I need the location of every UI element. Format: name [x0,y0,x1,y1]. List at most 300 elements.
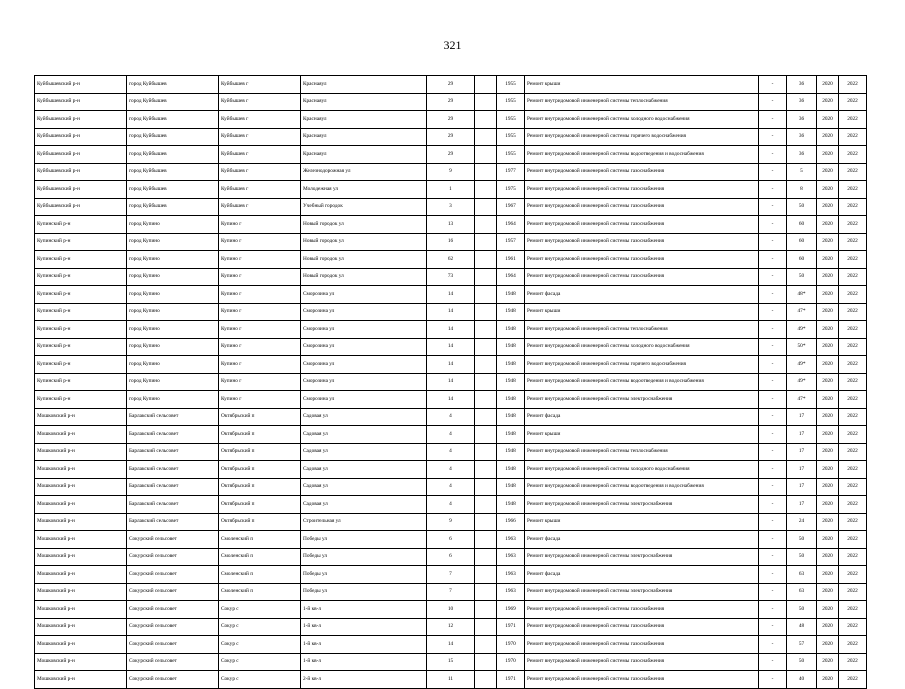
cell-dash: - [759,76,787,94]
cell-municipality: город Купино [127,391,219,409]
cell-district: Куйбышевский р-н [35,146,127,164]
cell-house-number: 4 [427,426,475,444]
cell-term: 24 [787,513,817,531]
cell-term: 50 [787,653,817,671]
cell-work-type: Ремонт внутридомовой инженерной системы газоснабжения [525,653,759,671]
cell-building [475,146,497,164]
cell-end-year: 2022 [839,373,867,391]
cell-work-type: Ремонт внутридомовой инженерной системы холодного водоснабжения [525,338,759,356]
cell-street: Краснаяул [301,111,427,129]
cell-end-year: 2022 [839,671,867,689]
table-row [35,216,867,234]
cell-house-number: 12 [427,618,475,636]
cell-year: 1948 [497,373,525,391]
cell-year: 1963 [497,531,525,549]
cell-year: 1971 [497,671,525,689]
cell-term: 36 [787,111,817,129]
cell-work-type: Ремонт внутридомовой инженерной системы электроснабжения [525,548,759,566]
cell-settlement: Смоленский п [219,531,301,549]
cell-year: 1948 [497,478,525,496]
cell-building [475,601,497,619]
cell-start-year: 2020 [817,181,839,199]
cell-dash: - [759,251,787,269]
cell-municipality: город Купино [127,356,219,374]
cell-municipality: Барлакский сельсовет [127,496,219,514]
cell-end-year: 2022 [839,426,867,444]
cell-municipality: город Куйбышев [127,93,219,111]
cell-street: Новый городок ул [301,251,427,269]
cell-street: Победы ул [301,531,427,549]
cell-year: 1977 [497,163,525,181]
cell-municipality: Сокурский сельсовет [127,601,219,619]
cell-work-type: Ремонт внутридомовой инженерной системы электроснабжения [525,496,759,514]
cell-end-year: 2022 [839,76,867,94]
cell-municipality: город Купино [127,303,219,321]
cell-start-year: 2020 [817,391,839,409]
cell-work-type: Ремонт внутридомовой инженерной системы электроснабжения [525,391,759,409]
cell-work-type: Ремонт внутридомовой инженерной системы газоснабжения [525,636,759,654]
cell-district: Мошковский р-н [35,426,127,444]
cell-end-year: 2022 [839,198,867,216]
table-row [35,461,867,479]
cell-house-number: 7 [427,583,475,601]
cell-term: 17 [787,408,817,426]
table-row [35,146,867,164]
cell-street: 1-й кв-л [301,601,427,619]
cell-year: 1948 [497,496,525,514]
cell-dash: - [759,356,787,374]
cell-municipality: город Куйбышев [127,181,219,199]
cell-municipality: город Куйбышев [127,76,219,94]
cell-end-year: 2022 [839,531,867,549]
cell-term: 63 [787,583,817,601]
cell-dash: - [759,443,787,461]
cell-municipality: город Купино [127,286,219,304]
cell-district: Куйбышевский р-н [35,181,127,199]
table-row [35,531,867,549]
cell-street: Новый городок ул [301,268,427,286]
cell-year: 1955 [497,76,525,94]
cell-street: Краснаяул [301,93,427,111]
cell-dash: - [759,531,787,549]
cell-term: 17 [787,478,817,496]
cell-settlement: Куйбышев г [219,163,301,181]
cell-term: 50 [787,548,817,566]
cell-street: 2-й кв-л [301,671,427,689]
cell-dash: - [759,163,787,181]
cell-settlement: Смоленский п [219,566,301,584]
cell-district: Мошковский р-н [35,478,127,496]
cell-building [475,268,497,286]
cell-building [475,426,497,444]
cell-term: 50* [787,338,817,356]
table-row [35,198,867,216]
cell-start-year: 2020 [817,478,839,496]
cell-term: 48 [787,618,817,636]
cell-district: Куйбышевский р-н [35,163,127,181]
cell-dash: - [759,216,787,234]
cell-district: Купинский р-н [35,286,127,304]
cell-start-year: 2020 [817,356,839,374]
cell-dash: - [759,618,787,636]
cell-term: 17 [787,426,817,444]
cell-municipality: Барлакский сельсовет [127,408,219,426]
cell-start-year: 2020 [817,426,839,444]
cell-year: 1955 [497,128,525,146]
cell-street: Сморозина ул [301,391,427,409]
table-body [35,76,867,689]
cell-district: Мошковский р-н [35,583,127,601]
cell-work-type: Ремонт внутридомовой инженерной системы газоснабжения [525,671,759,689]
cell-work-type: Ремонт крыши [525,513,759,531]
cell-year: 1955 [497,93,525,111]
cell-end-year: 2022 [839,268,867,286]
cell-district: Купинский р-н [35,251,127,269]
cell-start-year: 2020 [817,653,839,671]
table-row [35,338,867,356]
table-row [35,76,867,94]
cell-start-year: 2020 [817,408,839,426]
cell-end-year: 2022 [839,321,867,339]
cell-start-year: 2020 [817,601,839,619]
cell-work-type: Ремонт внутридомовой инженерной системы водоотведения и водоснабжения [525,478,759,496]
cell-district: Куйбышевский р-н [35,128,127,146]
cell-year: 1970 [497,636,525,654]
cell-dash: - [759,93,787,111]
cell-term: 49* [787,373,817,391]
cell-dash: - [759,338,787,356]
cell-start-year: 2020 [817,111,839,129]
cell-work-type: Ремонт внутридомовой инженерной системы газоснабжения [525,216,759,234]
cell-year: 1948 [497,286,525,304]
cell-house-number: 16 [427,233,475,251]
cell-work-type: Ремонт внутридомовой инженерной системы газоснабжения [525,601,759,619]
cell-street: Строительная ул [301,513,427,531]
cell-start-year: 2020 [817,583,839,601]
cell-house-number: 29 [427,128,475,146]
cell-end-year: 2022 [839,408,867,426]
cell-start-year: 2020 [817,566,839,584]
cell-municipality: город Купино [127,373,219,391]
cell-start-year: 2020 [817,303,839,321]
cell-dash: - [759,636,787,654]
cell-year: 1961 [497,251,525,269]
cell-dash: - [759,373,787,391]
cell-municipality: Сокурский сельсовет [127,618,219,636]
cell-house-number: 14 [427,356,475,374]
cell-term: 57 [787,636,817,654]
cell-street: Сморозина ул [301,373,427,391]
cell-dash: - [759,671,787,689]
cell-house-number: 1 [427,181,475,199]
cell-house-number: 13 [427,216,475,234]
cell-dash: - [759,426,787,444]
cell-settlement: Октябрьский п [219,443,301,461]
cell-house-number: 14 [427,338,475,356]
table-row [35,443,867,461]
cell-building [475,338,497,356]
table-row [35,426,867,444]
cell-work-type: Ремонт внутридомовой инженерной системы газоснабжения [525,163,759,181]
cell-settlement: Купино г [219,268,301,286]
cell-year: 1948 [497,338,525,356]
cell-house-number: 14 [427,321,475,339]
cell-year: 1957 [497,233,525,251]
cell-dash: - [759,601,787,619]
cell-end-year: 2022 [839,128,867,146]
cell-house-number: 14 [427,636,475,654]
cell-building [475,111,497,129]
cell-municipality: Сокурский сельсовет [127,671,219,689]
cell-settlement: Купино г [219,286,301,304]
cell-district: Купинский р-н [35,303,127,321]
cell-work-type: Ремонт внутридомовой инженерной системы газоснабжения [525,251,759,269]
cell-dash: - [759,181,787,199]
cell-year: 1948 [497,426,525,444]
table-row [35,93,867,111]
cell-settlement: Октябрьский п [219,496,301,514]
cell-start-year: 2020 [817,268,839,286]
cell-settlement: Сокур с [219,618,301,636]
cell-end-year: 2022 [839,601,867,619]
cell-building [475,163,497,181]
cell-house-number: 29 [427,111,475,129]
cell-start-year: 2020 [817,373,839,391]
cell-house-number: 7 [427,566,475,584]
cell-street: Молодежная ул [301,181,427,199]
cell-term: 50 [787,531,817,549]
cell-municipality: Барлакский сельсовет [127,426,219,444]
cell-settlement: Купино г [219,321,301,339]
cell-building [475,286,497,304]
cell-start-year: 2020 [817,216,839,234]
cell-municipality: город Купино [127,251,219,269]
cell-settlement: Сокур с [219,653,301,671]
cell-settlement: Куйбышев г [219,111,301,129]
cell-dash: - [759,653,787,671]
cell-year: 1948 [497,321,525,339]
cell-end-year: 2022 [839,478,867,496]
cell-building [475,76,497,94]
cell-start-year: 2020 [817,513,839,531]
cell-settlement: Купино г [219,303,301,321]
cell-year: 1969 [497,601,525,619]
cell-building [475,566,497,584]
cell-end-year: 2022 [839,653,867,671]
cell-municipality: Сокурский сельсовет [127,566,219,584]
cell-building [475,531,497,549]
cell-district: Мошковский р-н [35,566,127,584]
table-row [35,373,867,391]
cell-dash: - [759,111,787,129]
cell-building [475,128,497,146]
cell-building [475,251,497,269]
cell-municipality: Сокурский сельсовет [127,653,219,671]
cell-term: 50 [787,601,817,619]
table-row [35,566,867,584]
cell-street: Новый городок ул [301,216,427,234]
cell-year: 1967 [497,198,525,216]
cell-house-number: 29 [427,146,475,164]
cell-district: Купинский р-н [35,321,127,339]
cell-settlement: Купино г [219,356,301,374]
cell-district: Мошковский р-н [35,496,127,514]
cell-settlement: Купино г [219,338,301,356]
cell-settlement: Смоленский п [219,583,301,601]
cell-district: Мошковский р-н [35,443,127,461]
cell-end-year: 2022 [839,618,867,636]
cell-year: 1964 [497,268,525,286]
cell-dash: - [759,303,787,321]
table-row [35,233,867,251]
cell-end-year: 2022 [839,356,867,374]
cell-building [475,321,497,339]
cell-end-year: 2022 [839,636,867,654]
cell-dash: - [759,496,787,514]
cell-work-type: Ремонт внутридомовой инженерной системы газоснабжения [525,198,759,216]
cell-building [475,373,497,391]
cell-term: 17 [787,461,817,479]
cell-house-number: 14 [427,373,475,391]
cell-dash: - [759,391,787,409]
cell-year: 1955 [497,111,525,129]
cell-dash: - [759,321,787,339]
cell-house-number: 14 [427,391,475,409]
cell-settlement: Куйбышев г [219,198,301,216]
cell-municipality: город Куйбышев [127,128,219,146]
cell-building [475,233,497,251]
cell-year: 1963 [497,583,525,601]
cell-work-type: Ремонт внутридомовой инженерной системы газоснабжения [525,268,759,286]
cell-municipality: город Купино [127,216,219,234]
cell-municipality: город Куйбышев [127,146,219,164]
cell-start-year: 2020 [817,251,839,269]
cell-dash: - [759,513,787,531]
cell-start-year: 2020 [817,93,839,111]
cell-start-year: 2020 [817,496,839,514]
cell-building [475,496,497,514]
cell-dash: - [759,268,787,286]
cell-year: 1975 [497,181,525,199]
cell-district: Мошковский р-н [35,513,127,531]
cell-district: Мошковский р-н [35,601,127,619]
cell-term: 5 [787,163,817,181]
cell-work-type: Ремонт фасада [525,286,759,304]
cell-municipality: город Куйбышев [127,198,219,216]
table-row [35,478,867,496]
cell-building [475,443,497,461]
cell-year: 1955 [497,146,525,164]
table-row [35,548,867,566]
cell-start-year: 2020 [817,198,839,216]
cell-street: Железнодорожная ул [301,163,427,181]
cell-settlement: Куйбышев г [219,146,301,164]
cell-term: 47* [787,303,817,321]
cell-term: 36 [787,93,817,111]
cell-start-year: 2020 [817,531,839,549]
cell-year: 1966 [497,513,525,531]
cell-building [475,303,497,321]
cell-dash: - [759,233,787,251]
cell-work-type: Ремонт внутридомовой инженерной системы газоснабжения [525,181,759,199]
cell-municipality: Барлакский сельсовет [127,443,219,461]
cell-work-type: Ремонт фасада [525,531,759,549]
cell-district: Мошковский р-н [35,653,127,671]
cell-dash: - [759,548,787,566]
cell-street: Новый городок ул [301,233,427,251]
cell-street: Садовая ул [301,426,427,444]
cell-settlement: Смоленский п [219,548,301,566]
cell-end-year: 2022 [839,583,867,601]
cell-district: Куйбышевский р-н [35,93,127,111]
cell-term: 36 [787,128,817,146]
cell-start-year: 2020 [817,618,839,636]
cell-building [475,181,497,199]
cell-term: 36 [787,146,817,164]
cell-municipality: город Купино [127,321,219,339]
cell-settlement: Октябрьский п [219,408,301,426]
cell-start-year: 2020 [817,443,839,461]
cell-end-year: 2022 [839,461,867,479]
cell-end-year: 2022 [839,303,867,321]
cell-end-year: 2022 [839,163,867,181]
cell-work-type: Ремонт внутридомовой инженерной системы горячего водоснабжения [525,356,759,374]
cell-year: 1948 [497,303,525,321]
cell-municipality: город Купино [127,338,219,356]
cell-term: 8 [787,181,817,199]
cell-street: Садовая ул [301,408,427,426]
cell-term: 63 [787,566,817,584]
cell-end-year: 2022 [839,496,867,514]
cell-district: Купинский р-н [35,373,127,391]
cell-year: 1963 [497,548,525,566]
cell-district: Купинский р-н [35,233,127,251]
cell-building [475,408,497,426]
cell-term: 17 [787,443,817,461]
cell-house-number: 4 [427,408,475,426]
cell-street: 1-й кв-л [301,653,427,671]
cell-settlement: Куйбышев г [219,128,301,146]
cell-start-year: 2020 [817,636,839,654]
cell-settlement: Купино г [219,373,301,391]
cell-house-number: 10 [427,601,475,619]
cell-building [475,216,497,234]
cell-building [475,356,497,374]
page-number: 321 [443,38,462,52]
cell-term: 17 [787,496,817,514]
cell-municipality: город Куйбышев [127,111,219,129]
cell-start-year: 2020 [817,286,839,304]
table-row [35,653,867,671]
cell-dash: - [759,478,787,496]
cell-building [475,513,497,531]
cell-start-year: 2020 [817,338,839,356]
cell-start-year: 2020 [817,461,839,479]
cell-building [475,461,497,479]
cell-work-type: Ремонт фасада [525,408,759,426]
cell-house-number: 14 [427,303,475,321]
cell-house-number: 73 [427,268,475,286]
cell-end-year: 2022 [839,338,867,356]
cell-street: Победы ул [301,566,427,584]
table-row [35,163,867,181]
cell-year: 1948 [497,461,525,479]
cell-municipality: Барлакский сельсовет [127,513,219,531]
cell-house-number: 4 [427,496,475,514]
cell-street: Садовая ул [301,443,427,461]
cell-term: 36 [787,76,817,94]
cell-dash: - [759,583,787,601]
